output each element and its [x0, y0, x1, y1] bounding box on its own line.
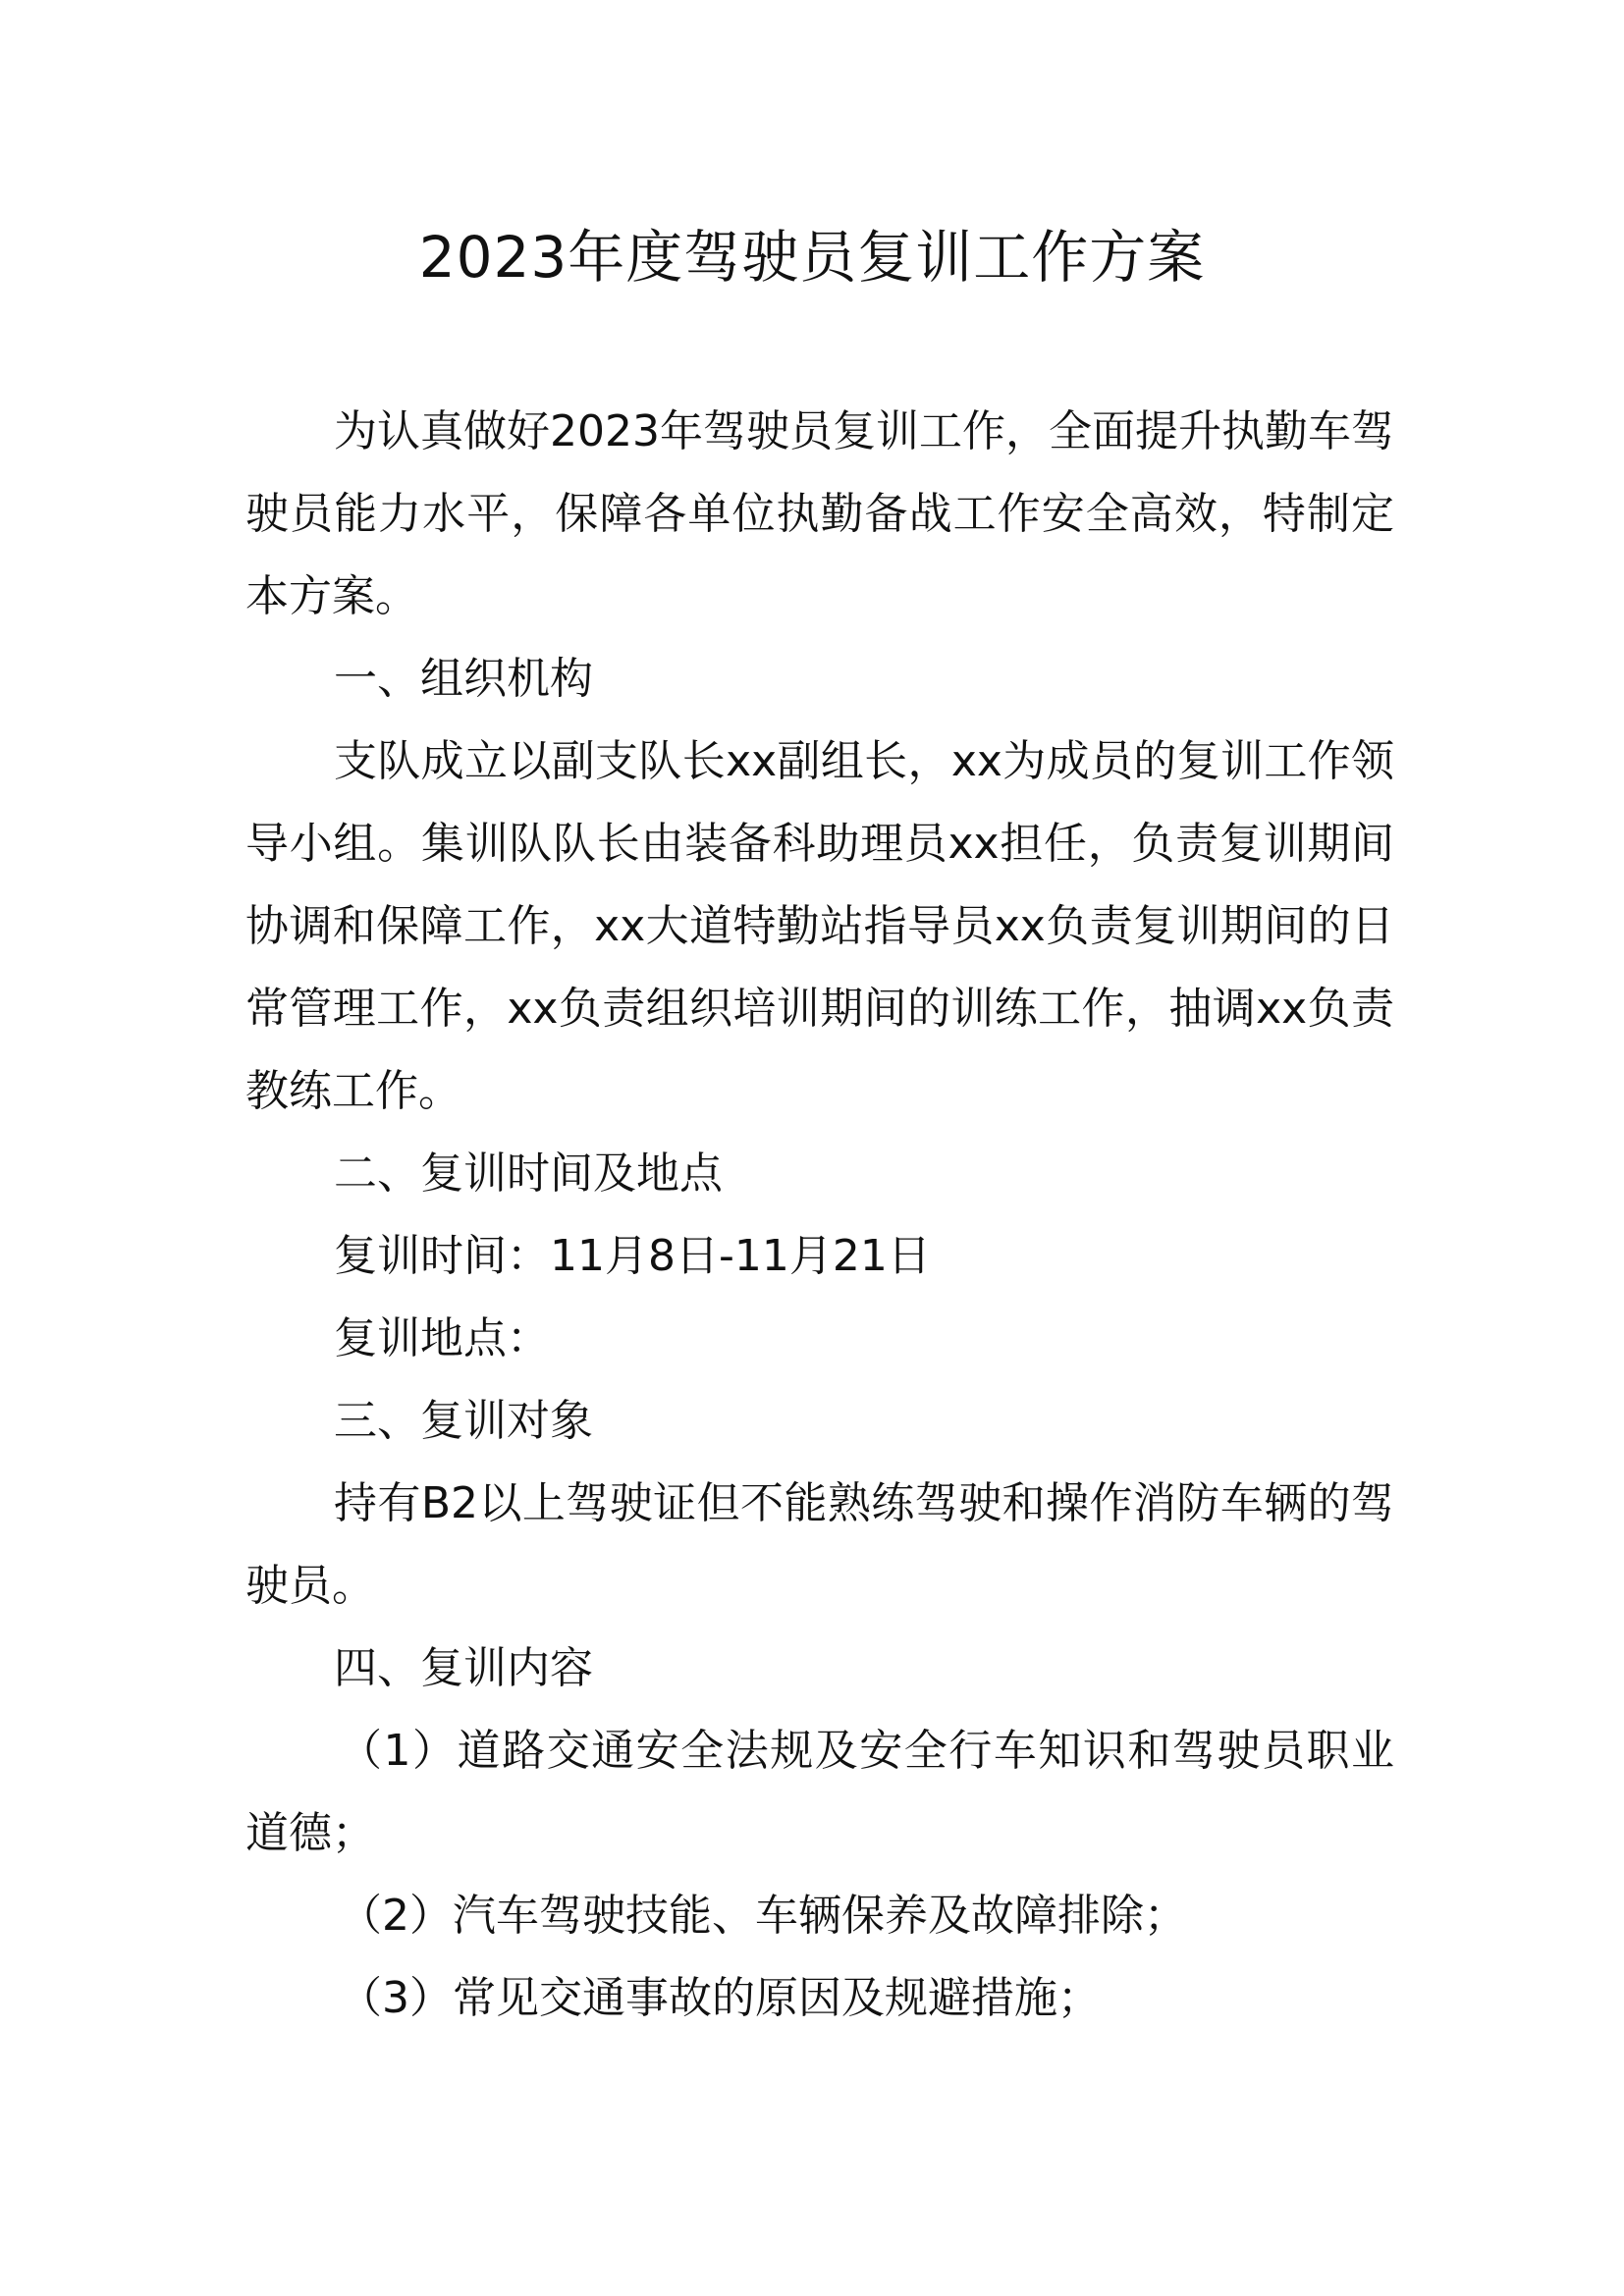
section-heading-content: 四、复训内容: [334, 1643, 593, 1693]
training-location-line: 复训地点：: [334, 1313, 550, 1363]
training-time-line: 复训时间：11月8日-11月21日: [334, 1231, 931, 1281]
section-heading-organization: 一、组织机构: [334, 654, 593, 704]
document-body: [245, 391, 1394, 2040]
section-heading-time-location: 二、复训时间及地点: [334, 1148, 723, 1199]
trainees-paragraph: 持有B2以上驾驶证但不能熟练驾驶和操作消防车辆的驾驶员。: [245, 1478, 1394, 1611]
content-item-1: （1）道路交通安全法规及安全行车知识和驾驶员职业道德；: [245, 1726, 1394, 1858]
content-item-2: （2）汽车驾驶技能、车辆保养及故障排除；: [339, 1891, 1187, 1941]
intro-paragraph: 为认真做好2023年驾驶员复训工作，全面提升执勤车驾驶员能力水平，保障各单位执勤备战工作安全高效，特制定本方案。: [245, 406, 1394, 621]
section-heading-trainees: 三、复训对象: [334, 1396, 593, 1446]
organization-paragraph: 支队成立以副支队长xx副组长，xx为成员的复训工作领导小组。集训队队长由装备科助理员xx担任，负责复训期间协调和保障工作，xx大道特勤站指导员xx负责复训期间的日常管理工作，xx负责组织培训期间的训练工作，抽调xx负责教练工作。: [245, 736, 1394, 1116]
document-title: 2023年度驾驶员复训工作方案: [418, 224, 1206, 291]
content-item-3: （3）常见交通事故的原因及规避措施；: [339, 1973, 1101, 2023]
